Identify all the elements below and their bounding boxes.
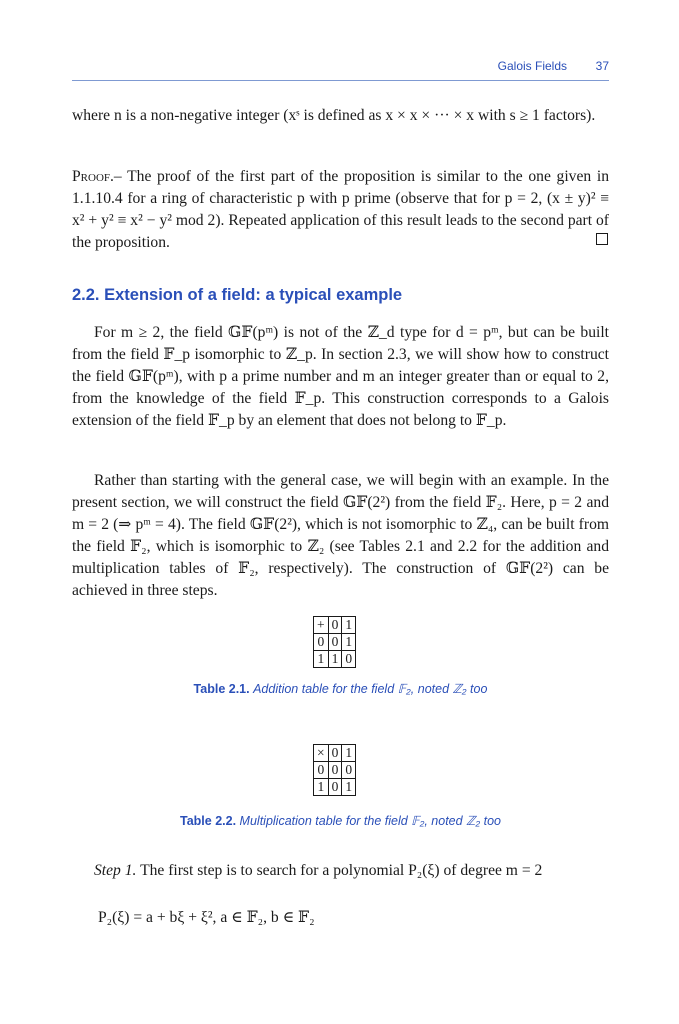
table-cell: × <box>314 745 329 762</box>
table-cell: 0 <box>314 634 329 651</box>
table-cell: 1 <box>342 779 356 796</box>
table-cell: 0 <box>342 651 356 668</box>
table-row <box>314 634 356 651</box>
extension-paragraph: For m ≥ 2, the field 𝔾𝔽(pᵐ) is not of the ℤ_d type for d = pᵐ, but can be built from the field 𝔽_p isomorphic to ℤ_p. In section 2.3, we will show how to construct the field 𝔾𝔽(pᵐ), with p a prime number and m an integer greater than or equal to 2, from the knowledge of the field 𝔽_p. This construction corresponds to a Galois extension of the field 𝔽_p by an element that does not belong to 𝔽_p. <box>72 324 609 429</box>
step-label: Step 1. <box>94 862 137 879</box>
section-heading: 2.2. Extension of a field: a typical example <box>72 286 403 304</box>
proof-label: Proof.– <box>72 168 122 185</box>
table-row <box>314 617 356 634</box>
table-cell: 1 <box>342 634 356 651</box>
table-cell: + <box>314 617 329 634</box>
table-cell: 1 <box>314 651 329 668</box>
table-2-1-caption <box>72 681 609 696</box>
table-2-2-caption <box>72 813 609 828</box>
table-cell: 0 <box>328 745 342 762</box>
table-row <box>314 745 356 762</box>
caption-text: Addition table for the field 𝔽₂, noted ℤ₂ too <box>253 682 488 696</box>
multiplication-table <box>313 744 356 796</box>
step-text: The first step is to search for a polynomial P₂(ξ) of degree m = 2 <box>136 862 543 879</box>
proof-paragraph <box>72 166 609 254</box>
intro-paragraph: where n is a non-negative integer (xˢ is defined as x × x × ··· × x with s ≥ 1 factors). <box>72 107 596 124</box>
example-paragraph: Rather than starting with the general case, we will begin with an example. In the present section, we will construct the field 𝔾𝔽(2²) from the field 𝔽₂. Here, p = 2 and m = 2 (⇒ pᵐ = 4). The field 𝔾𝔽(2²), which is not isomorphic to ℤ₄, can be built from the field 𝔽₂, which is isomorphic to ℤ₂ (see Tables 2.1 and 2.2 for the addition and multiplication tables of 𝔽₂, respectively). The construction of 𝔾𝔽(2²) can be achieved in three steps. <box>72 472 609 599</box>
page-number: 37 <box>595 59 609 73</box>
table-cell: 0 <box>328 634 342 651</box>
table-row <box>314 762 356 779</box>
table-row <box>314 651 356 668</box>
proof-text: The proof of the first part of the proposition is similar to the one given in 1.1.10.4 for a ring of characteristic p with p prime (observe that for p = 2, (x ± y)² ≡ x² + y² ≡ x² − y² mod 2). Repeated application of this result leads to the second part of the proposition. <box>72 168 609 251</box>
caption-label: Table 2.1. <box>193 682 250 696</box>
table-cell: 0 <box>328 617 342 634</box>
caption-text: Multiplication table for the field 𝔽₂, noted ℤ₂ too <box>239 814 501 828</box>
table-cell: 1 <box>342 745 356 762</box>
table-cell: 0 <box>342 762 356 779</box>
addition-table <box>313 616 356 668</box>
step-1-paragraph <box>72 862 609 880</box>
table-cell: 1 <box>314 779 329 796</box>
table-cell: 0 <box>328 762 342 779</box>
table-cell: 1 <box>328 651 342 668</box>
table-cell: 0 <box>328 779 342 796</box>
table-row <box>314 779 356 796</box>
header-title: Galois Fields <box>497 59 567 73</box>
caption-label: Table 2.2. <box>180 814 237 828</box>
table-cell: 1 <box>342 617 356 634</box>
qed-box-icon <box>596 233 608 245</box>
polynomial-equation: P₂(ξ) = a + bξ + ξ², a ∈ 𝔽₂, b ∈ 𝔽₂ <box>98 909 315 926</box>
table-cell: 0 <box>314 762 329 779</box>
running-header <box>72 58 609 81</box>
